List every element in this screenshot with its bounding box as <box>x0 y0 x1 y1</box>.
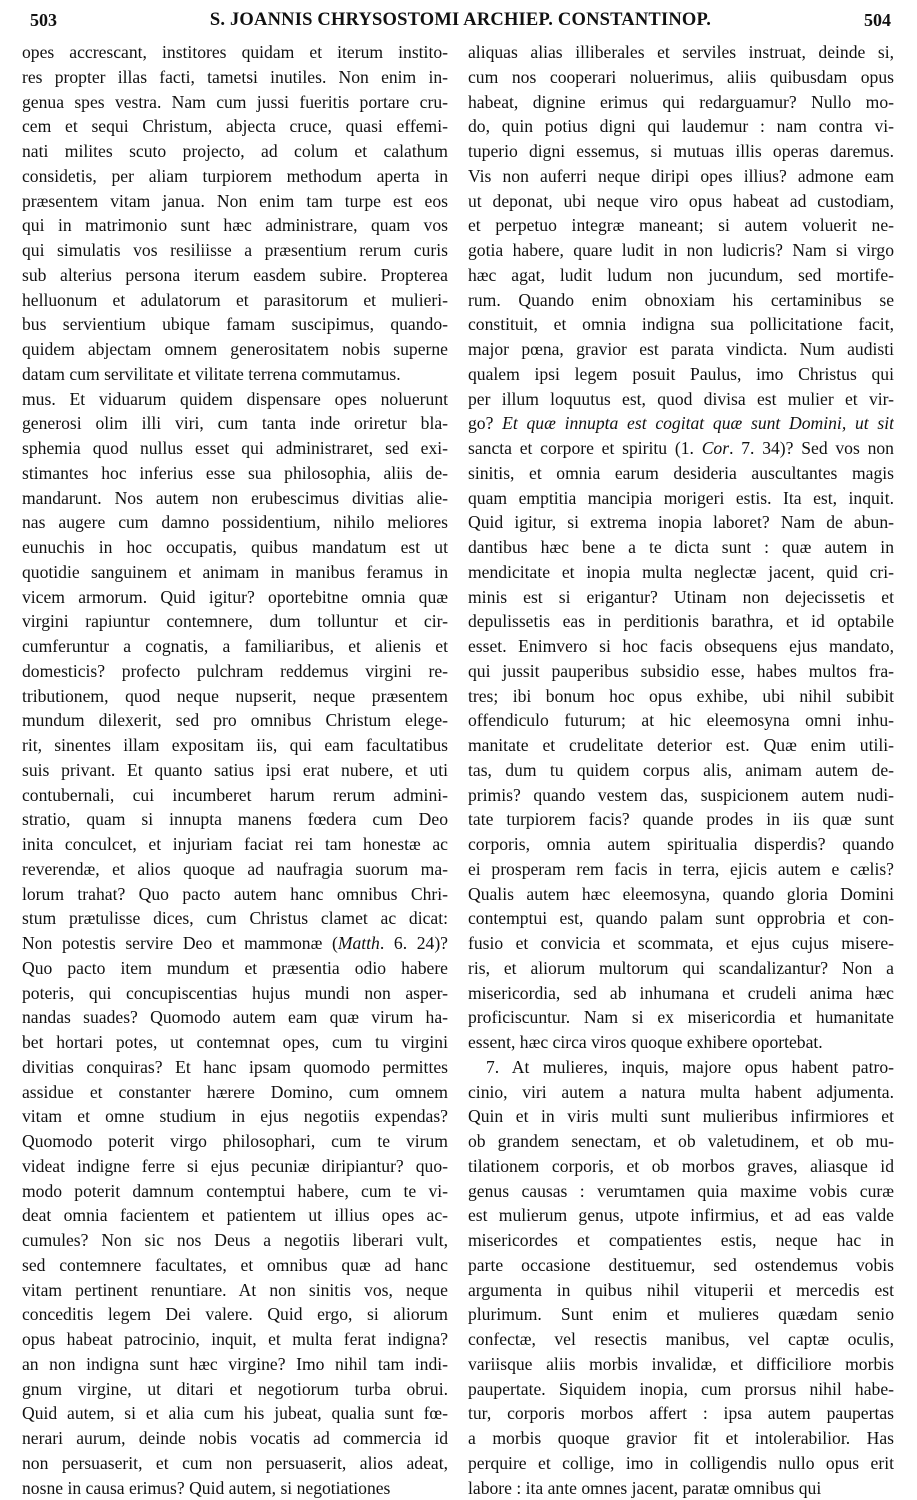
text-line: tilationem corporis, et ob morbos graves, aliasque id <box>468 1154 894 1179</box>
text-line: hæc agat, ludit ludum non jucundum, sed mortife- <box>468 263 894 288</box>
text-line: cumules? Non sic nos Deus a negotiis liberari vult, <box>22 1228 448 1253</box>
text-line: nas augere cum damno possidentium, nihilo meliores <box>22 510 448 535</box>
text-line: dantibus hæc bene a te dicta sunt : quæ autem in <box>468 535 894 560</box>
text-line: per illum loquutus est, quod divisa est mulier et vir- <box>468 387 894 412</box>
text-line: mundum dilexerit, sed pro omnibus Christum elege- <box>22 708 448 733</box>
text-line: corporis, omnia autem spiritualia disperdis? quando <box>468 832 894 857</box>
text-line: habeat, dignine erimus qui redarguamur? Nullo mo- <box>468 90 894 115</box>
text-line: Quomodo poterit virgo philosophari, cum te virum <box>22 1129 448 1154</box>
text-line: qui simulatis vos resiliisse a præsentium rerum curis <box>22 238 448 263</box>
text-line: stratio, quam si innupta manens fœdera cum Deo <box>22 807 448 832</box>
text-line: ut deponat, ubi neque viro opus habeat ad custodiam, <box>468 189 894 214</box>
text-line: rum. Quando enim obnoxiam his certaminibus se <box>468 288 894 313</box>
text-line: qui jussit pauperibus subsidio esse, habes multos fra- <box>468 659 894 684</box>
text-line: quam emptitia mancipia morigeri estis. Ita est, inquit. <box>468 486 894 511</box>
text-line: offendiculo futurum; at hic eleemosyna omni inhu- <box>468 708 894 733</box>
text-line: cumferuntur a cognatis, a familiaribus, et alienis et <box>22 634 448 659</box>
text-line: go? Et quæ innupta est cogitat quæ sunt Domini, ut sit <box>468 411 894 436</box>
text-line: bus servientium ubique famam suscipimus, quando- <box>22 312 448 337</box>
text-line: bet hortari potes, ut contemnat opes, cum tu virgini <box>22 1030 448 1055</box>
text-line: tur, corporis morbos affert : ipsa autem paupertas <box>468 1401 894 1426</box>
text-line: genua spes vestra. Nam cum jussi fueritis portare cru- <box>22 90 448 115</box>
text-line: divitias conquiras? Et hanc ipsam quomodo permittes <box>22 1055 448 1080</box>
text-line: minis est si erigantur? Utinam non dejecissetis et <box>468 585 894 610</box>
text-line: an non indigna sunt hæc virgine? Imo nihil tam indi- <box>22 1352 448 1377</box>
text-line: suis privant. Et quanto satius ipsi erat nubere, et uti <box>22 758 448 783</box>
text-line: opes accrescant, institores quidam et iterum instito- <box>22 40 448 65</box>
right-column <box>468 40 894 1500</box>
text-line: contemptui est, quando palam sunt opprobria et con- <box>468 906 894 931</box>
text-line: cem et sequi Christum, abjecta cruce, quasi effemi- <box>22 114 448 139</box>
text-line: misericordes et compatientes estis, neque hac in <box>468 1228 894 1253</box>
text-line: mandarunt. Nos autem non erubescimus divitias alie- <box>22 486 448 511</box>
text-line: tate turpiorem facis? quande prodes in iis quæ sunt <box>468 807 894 832</box>
text-line: gnum virgine, ut ditari et negotiorum turba obrui. <box>22 1377 448 1402</box>
text-line: sed contemnere facultates, et omnibus quæ ad hanc <box>22 1253 448 1278</box>
text-line: proficiscuntur. Nam si ex misericordia et humanitate <box>468 1005 894 1030</box>
text-line: lorum trahat? Quo pacto autem hanc omnibus Chri- <box>22 882 448 907</box>
text-line: reverendæ, et alios quoque ad naufragia suorum ma- <box>22 857 448 882</box>
text-line: vitam et omne studium in ejus negotiis expendas? <box>22 1104 448 1129</box>
text-line: do, quin potius digni qui laudemur : nam contra vi- <box>468 114 894 139</box>
text-line: rit, sinentes illam expositam iis, qui eam facultatibus <box>22 733 448 758</box>
left-page-number: 503 <box>30 10 57 31</box>
text-line: sancta et corpore et spiritu (1. Cor. 7. 34)? Sed vos non <box>468 436 894 461</box>
text-line: essent, hæc circa viros quoque exhibere oportebat. <box>468 1030 894 1055</box>
text-line: 7. At mulieres, inquis, majore opus habent patro- <box>468 1055 894 1080</box>
text-line: nati milites scuto projecto, ad colum et calathum <box>22 139 448 164</box>
text-line: considetis, per aliam turpiorem methodum aperta in <box>22 164 448 189</box>
text-line: qualem ipsi legem posuit Paulus, imo Christus qui <box>468 362 894 387</box>
text-line: datam cum servilitate et vilitate terrena commutamus. <box>22 362 448 387</box>
text-line: assidue et constanter hærere Domino, cum omnem <box>22 1080 448 1105</box>
text-line: confectæ, vel resectis manibus, vel captæ oculis, <box>468 1327 894 1352</box>
text-line: sinitis, et omnia earum desideria auscultantes magis <box>468 461 894 486</box>
text-line: ob grandem senectam, et ob valetudinem, et ob mu- <box>468 1129 894 1154</box>
text-line: Non potestis servire Deo et mammonæ (Matth. 6. 24)? <box>22 931 448 956</box>
text-line: tres; ibi bonum hoc opus exhibe, ubi nihil subibit <box>468 684 894 709</box>
text-line: cum nos cooperari noluerimus, aliis quibusdam opus <box>468 65 894 90</box>
text-line: deat omnia facientem et patientem ut illius opes ac- <box>22 1203 448 1228</box>
text-line: sphemia quod nullus esset qui administraret, sed exi- <box>22 436 448 461</box>
text-line: est mulierum genus, utpote infirmius, et ad eas valde <box>468 1203 894 1228</box>
text-line: qui in matrimonio sunt hæc administrare, quam vos <box>22 213 448 238</box>
text-line: a morbis quoque gravior fit et intolerabilior. Has <box>468 1426 894 1451</box>
text-line: manitate et crudelitate deterior est. Quæ enim utili- <box>468 733 894 758</box>
text-line: argumenta in quibus nihil vituperii et mercedis est <box>468 1278 894 1303</box>
page-header <box>22 6 899 36</box>
text-line: Quid autem, si et alia cum his jubeat, qualia sunt fœ- <box>22 1401 448 1426</box>
text-line: ris, et aliorum multorum qui scandalizantur? Non a <box>468 956 894 981</box>
text-line: Quin et in viris multi sunt mulieribus infirmiores et <box>468 1104 894 1129</box>
text-line: misericordia, sed ab inhumana et crudeli anima hæc <box>468 981 894 1006</box>
text-line: constituit, et omnia indigna sua pollicitatione facit, <box>468 312 894 337</box>
text-line: non persuaserit, et cum non persuaserit, alios adeat, <box>22 1451 448 1476</box>
text-line: quotidie sanguinem et animam in manibus feramus in <box>22 560 448 585</box>
text-line: vicem armorum. Quid igitur? oportebitne omnia quæ <box>22 585 448 610</box>
text-line: helluonum et adulatorum et parasitorum et mulieri- <box>22 288 448 313</box>
text-line: res propter illas facti, tametsi inutiles. Non enim in- <box>22 65 448 90</box>
text-line: labore : ita ante omnes jacent, paratæ omnibus qui <box>468 1476 894 1500</box>
text-line: videat indigne ferre si ejus pecuniæ diripiantur? quo- <box>22 1154 448 1179</box>
text-line: major pœna, gravior est parata vindicta. Num audisti <box>468 337 894 362</box>
text-line: tributionem, quod neque nupserit, neque præsentem <box>22 684 448 709</box>
text-line: modo poterit damnum contemptui habere, cum te vi- <box>22 1179 448 1204</box>
text-line: stimantes hoc inferius esse sua philosophia, aliis de- <box>22 461 448 486</box>
text-line: Quid igitur, si extrema inopia laboret? Nam de abun- <box>468 510 894 535</box>
text-line: conceditis legem Dei valere. Quid ergo, si aliorum <box>22 1302 448 1327</box>
text-line: Quo pacto item mundum et præsentia odio habere <box>22 956 448 981</box>
text-line: plurimum. Sunt enim et mulieres quædam senio <box>468 1302 894 1327</box>
text-line: stum prætulisse dices, cum Christus clamet ac dicat: <box>22 906 448 931</box>
text-line: generosi olim illi viri, cum tanta inde oriretur bla- <box>22 411 448 436</box>
text-line: eunuchis in hoc occupatis, quibus mandatum est ut <box>22 535 448 560</box>
text-line: opus habeat patrocinio, inquit, et multa ferat indigna? <box>22 1327 448 1352</box>
text-line: vitam pertinent renuntiare. At non sinitis vos, neque <box>22 1278 448 1303</box>
text-line: primis? quando vestem das, suspicionem autem nudi- <box>468 783 894 808</box>
text-line: et perpetuo integræ maneant; si autem voluerit ne- <box>468 213 894 238</box>
text-line: aliquas alias illiberales et serviles instruat, deinde si, <box>468 40 894 65</box>
text-line: poteris, qui concupiscentias hujus mundi non asper- <box>22 981 448 1006</box>
text-line: virgini rapiuntur contemnere, dum tolluntur et cir- <box>22 609 448 634</box>
text-line: ei prosperam rem facis in terra, ejicis autem e cælis? <box>468 857 894 882</box>
text-line: fusio et convicia et scommata, et ejus cujus misere- <box>468 931 894 956</box>
text-line: depulissetis eas in perditionis barathra, et id optabile <box>468 609 894 634</box>
text-line: quidem abjectam omnem generositatem nobis superne <box>22 337 448 362</box>
text-line: cinio, viri autem a natura multa habent adjumenta. <box>468 1080 894 1105</box>
text-line: domesticis? profecto pulchram reddemus virgini re- <box>22 659 448 684</box>
text-line: tuperio digni essemus, si mutuas illis operas daremus. <box>468 139 894 164</box>
text-line: mendicitate et inopia multa neglectæ jacent, quid cri- <box>468 560 894 585</box>
text-line: præsentem vitam janua. Non enim tam turpe est eos <box>22 189 448 214</box>
text-line: paupertate. Siquidem inopia, cum prorsus nihil habe- <box>468 1377 894 1402</box>
text-line: Qualis autem hæc eleemosyna, quando gloria Domini <box>468 882 894 907</box>
text-line: inita conculcet, et injuriam faciat rei tam honestæ ac <box>22 832 448 857</box>
text-line: genus causas : verumtamen quia maxime vobis curæ <box>468 1179 894 1204</box>
text-line: Vis non auferri neque diripi opes illius? admone eam <box>468 164 894 189</box>
text-line: esset. Enimvero si hoc facis obsequens ejus mandato, <box>468 634 894 659</box>
text-line: contubernali, cui incumberet harum rerum admini- <box>22 783 448 808</box>
text-line: variisque aliis morbis invalidæ, et difficiliore morbis <box>468 1352 894 1377</box>
left-column <box>22 40 448 1500</box>
text-line: parte occasione destituemur, sed ostendemus vobis <box>468 1253 894 1278</box>
text-line: mus. Et viduarum quidem dispensare opes noluerunt <box>22 387 448 412</box>
text-line: perquire et collige, imo in colligendis nullo opus erit <box>468 1451 894 1476</box>
text-line: sub alterius persona iterum easdem subire. Propterea <box>22 263 448 288</box>
text-line: gotia habere, quare ludit in non ludicris? Nam si virgo <box>468 238 894 263</box>
text-line: nandas suades? Quomodo autem eam quæ virum ha- <box>22 1005 448 1030</box>
text-line: nosne in causa erimus? Quid autem, si negotiationes <box>22 1476 448 1500</box>
right-page-number: 504 <box>864 10 891 31</box>
running-title: S. JOANNIS CHRYSOSTOMI ARCHIEP. CONSTANTINOP. <box>22 10 899 31</box>
text-line: tas, dum tu quidem corpus alis, animam autem de- <box>468 758 894 783</box>
text-line: nerari aurum, deinde nobis vocatis ad commercia id <box>22 1426 448 1451</box>
